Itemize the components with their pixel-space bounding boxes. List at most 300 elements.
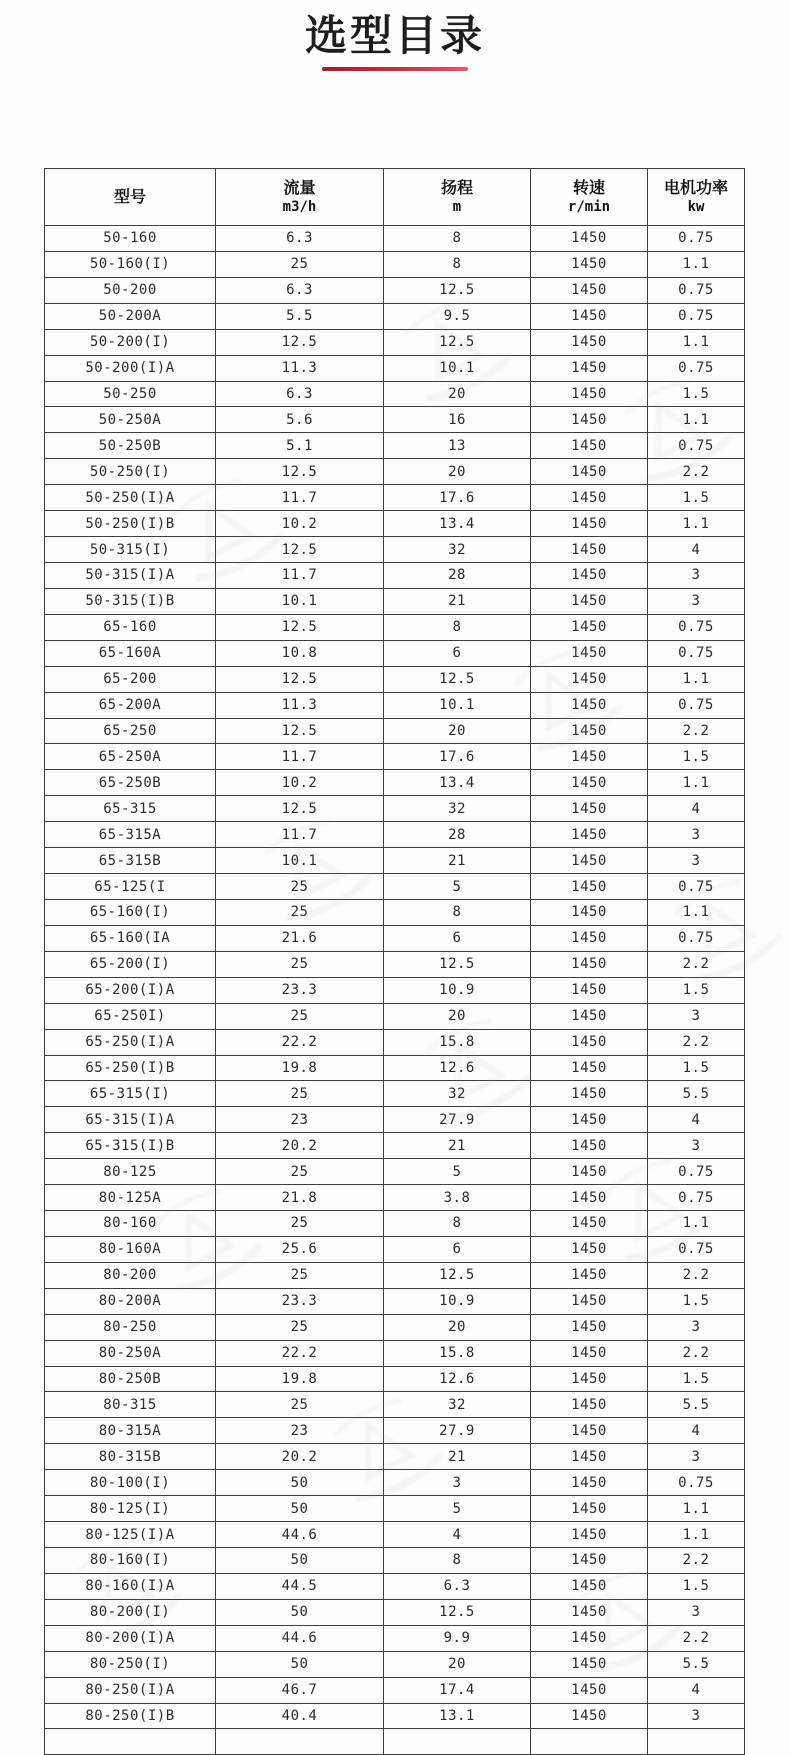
cell-power: 1.1 — [648, 899, 745, 925]
cell-model: 50-315(I)A — [45, 562, 216, 588]
table-row — [45, 1314, 745, 1340]
table-row — [45, 303, 745, 329]
cell-speed: 1450 — [531, 1573, 648, 1599]
cell-flow: 11.7 — [216, 744, 384, 770]
cell-power: 0.75 — [648, 277, 745, 303]
cell-head: 6 — [384, 640, 531, 666]
cell-head: 12.6 — [384, 1055, 531, 1081]
table-row — [45, 770, 745, 796]
cell-model: 80-200(I)A — [45, 1625, 216, 1651]
cell-power: 1.5 — [648, 1573, 745, 1599]
cell-head: 32 — [384, 796, 531, 822]
cell-power: 3 — [648, 1133, 745, 1159]
table-row — [45, 848, 745, 874]
catalog-page — [0, 13, 790, 1733]
cell-power: 0.75 — [648, 1470, 745, 1496]
cell-model: 80-200 — [45, 1262, 216, 1288]
table-row — [45, 1288, 745, 1314]
table-row-partial — [45, 1729, 745, 1755]
cell-model: 65-200 — [45, 666, 216, 692]
cell-head: 12.5 — [384, 1262, 531, 1288]
cell-head: 15.8 — [384, 1340, 531, 1366]
cell-head: 5 — [384, 1496, 531, 1522]
cell-power: 1.1 — [648, 329, 745, 355]
table-row — [45, 899, 745, 925]
cell-power: 5.5 — [648, 1081, 745, 1107]
cell-power: 4 — [648, 1418, 745, 1444]
cell-model — [45, 1729, 216, 1755]
table-row — [45, 226, 745, 252]
table-row — [45, 1029, 745, 1055]
cell-flow: 50 — [216, 1651, 384, 1677]
cell-model: 80-250(I) — [45, 1651, 216, 1677]
cell-head — [384, 1729, 531, 1755]
cell-model: 80-250(I)B — [45, 1703, 216, 1729]
cell-model: 65-315 — [45, 796, 216, 822]
table-row — [45, 640, 745, 666]
cell-speed: 1450 — [531, 459, 648, 485]
table-row — [45, 874, 745, 900]
cell-power: 2.2 — [648, 1625, 745, 1651]
cell-power: 0.75 — [648, 692, 745, 718]
cell-head: 20 — [384, 1003, 531, 1029]
cell-power: 2.2 — [648, 1262, 745, 1288]
cell-flow: 12.5 — [216, 718, 384, 744]
cell-power: 1.5 — [648, 485, 745, 511]
cell-head: 10.9 — [384, 977, 531, 1003]
cell-head: 17.6 — [384, 744, 531, 770]
cell-power: 4 — [648, 1107, 745, 1133]
table-row — [45, 1496, 745, 1522]
cell-head: 8 — [384, 899, 531, 925]
cell-power: 2.2 — [648, 1029, 745, 1055]
cell-power: 0.75 — [648, 614, 745, 640]
cell-power: 0.75 — [648, 1159, 745, 1185]
cell-speed: 1450 — [531, 822, 648, 848]
cell-power: 5.5 — [648, 1392, 745, 1418]
cell-model: 80-160 — [45, 1211, 216, 1237]
cell-flow: 10.8 — [216, 640, 384, 666]
table-row — [45, 1703, 745, 1729]
cell-flow: 25 — [216, 1081, 384, 1107]
cell-power: 4 — [648, 1677, 745, 1703]
cell-head: 5 — [384, 874, 531, 900]
cell-flow: 11.3 — [216, 355, 384, 381]
cell-power: 1.1 — [648, 407, 745, 433]
cell-head: 10.1 — [384, 355, 531, 381]
cell-flow: 44.6 — [216, 1522, 384, 1548]
table-row — [45, 433, 745, 459]
cell-speed: 1450 — [531, 1159, 648, 1185]
cell-head: 12.5 — [384, 666, 531, 692]
cell-model: 65-315A — [45, 822, 216, 848]
cell-head: 12.5 — [384, 951, 531, 977]
cell-power: 1.5 — [648, 381, 745, 407]
cell-head: 17.6 — [384, 485, 531, 511]
cell-model: 65-160A — [45, 640, 216, 666]
table-row — [45, 614, 745, 640]
cell-flow: 22.2 — [216, 1029, 384, 1055]
cell-flow: 5.6 — [216, 407, 384, 433]
cell-head: 32 — [384, 1392, 531, 1418]
cell-speed: 1450 — [531, 1236, 648, 1262]
cell-head: 32 — [384, 1081, 531, 1107]
cell-head: 12.5 — [384, 277, 531, 303]
table-row — [45, 1522, 745, 1548]
cell-flow: 50 — [216, 1599, 384, 1625]
table-row — [45, 1625, 745, 1651]
cell-power: 0.75 — [648, 355, 745, 381]
cell-model: 50-250 — [45, 381, 216, 407]
cell-speed: 1450 — [531, 1185, 648, 1211]
table-row — [45, 744, 745, 770]
cell-model: 50-250(I)B — [45, 511, 216, 537]
cell-speed: 1450 — [531, 1470, 648, 1496]
cell-flow: 5.5 — [216, 303, 384, 329]
cell-flow: 46.7 — [216, 1677, 384, 1703]
cell-head: 16 — [384, 407, 531, 433]
table-row — [45, 1651, 745, 1677]
table-row — [45, 1133, 745, 1159]
cell-flow: 5.1 — [216, 433, 384, 459]
table-row — [45, 1573, 745, 1599]
cell-speed: 1450 — [531, 433, 648, 459]
cell-speed: 1450 — [531, 329, 648, 355]
cell-power: 2.2 — [648, 718, 745, 744]
cell-flow: 23.3 — [216, 977, 384, 1003]
cell-model: 65-160(I) — [45, 899, 216, 925]
cell-model: 80-315B — [45, 1444, 216, 1470]
cell-model: 80-200A — [45, 1288, 216, 1314]
cell-speed: 1450 — [531, 485, 648, 511]
table-row — [45, 1548, 745, 1574]
cell-power: 1.1 — [648, 1211, 745, 1237]
cell-power: 0.75 — [648, 1236, 745, 1262]
cell-head: 28 — [384, 562, 531, 588]
cell-speed: 1450 — [531, 1496, 648, 1522]
cell-speed: 1450 — [531, 1133, 648, 1159]
cell-speed: 1450 — [531, 1003, 648, 1029]
cell-model: 65-250I) — [45, 1003, 216, 1029]
cell-power: 0.75 — [648, 925, 745, 951]
cell-model: 65-200(I) — [45, 951, 216, 977]
table-row — [45, 692, 745, 718]
cell-flow: 25 — [216, 874, 384, 900]
cell-power: 0.75 — [648, 1185, 745, 1211]
cell-model: 50-200(I) — [45, 329, 216, 355]
cell-head: 8 — [384, 251, 531, 277]
cell-power: 1.5 — [648, 1288, 745, 1314]
cell-power: 1.5 — [648, 977, 745, 1003]
cell-speed: 1450 — [531, 1522, 648, 1548]
table-row — [45, 1159, 745, 1185]
cell-head: 8 — [384, 226, 531, 252]
cell-flow: 6.3 — [216, 381, 384, 407]
header-unit: m — [452, 198, 462, 215]
cell-flow: 25 — [216, 1003, 384, 1029]
table-row — [45, 1003, 745, 1029]
table-row — [45, 485, 745, 511]
cell-model: 65-200(I)A — [45, 977, 216, 1003]
cell-model: 65-250B — [45, 770, 216, 796]
table-row — [45, 977, 745, 1003]
cell-speed: 1450 — [531, 1288, 648, 1314]
cell-model: 50-250(I) — [45, 459, 216, 485]
cell-power: 5.5 — [648, 1651, 745, 1677]
cell-head: 6 — [384, 925, 531, 951]
table-row — [45, 1470, 745, 1496]
cell-power: 1.1 — [648, 770, 745, 796]
cell-head: 13.1 — [384, 1703, 531, 1729]
cell-speed: 1450 — [531, 1211, 648, 1237]
cell-head: 21 — [384, 588, 531, 614]
cell-speed: 1450 — [531, 511, 648, 537]
cell-model: 65-160 — [45, 614, 216, 640]
cell-flow: 10.1 — [216, 588, 384, 614]
header-label: 扬程 — [440, 177, 473, 197]
cell-head: 12.5 — [384, 1599, 531, 1625]
cell-head: 20 — [384, 1651, 531, 1677]
cell-speed: 1450 — [531, 614, 648, 640]
cell-speed: 1450 — [531, 1081, 648, 1107]
table-row — [45, 1366, 745, 1392]
header-label: 型号 — [113, 186, 146, 206]
cell-flow: 44.5 — [216, 1573, 384, 1599]
column-header-head — [384, 169, 531, 226]
cell-speed: 1450 — [531, 277, 648, 303]
cell-flow: 10.2 — [216, 770, 384, 796]
cell-model: 80-250(I)A — [45, 1677, 216, 1703]
cell-speed: 1450 — [531, 1262, 648, 1288]
cell-power — [648, 1729, 745, 1755]
cell-flow: 6.3 — [216, 277, 384, 303]
cell-speed: 1450 — [531, 744, 648, 770]
cell-speed: 1450 — [531, 718, 648, 744]
cell-flow: 19.8 — [216, 1366, 384, 1392]
cell-head: 3.8 — [384, 1185, 531, 1211]
cell-power: 3 — [648, 1314, 745, 1340]
title-divider — [322, 67, 468, 71]
table-row — [45, 718, 745, 744]
table-row — [45, 381, 745, 407]
cell-model: 50-160 — [45, 226, 216, 252]
cell-speed: 1450 — [531, 1625, 648, 1651]
cell-model: 65-250(I)B — [45, 1055, 216, 1081]
cell-flow: 23.3 — [216, 1288, 384, 1314]
cell-flow: 50 — [216, 1470, 384, 1496]
table-row — [45, 1418, 745, 1444]
cell-speed: 1450 — [531, 1029, 648, 1055]
cell-model: 50-315(I)B — [45, 588, 216, 614]
table-row — [45, 562, 745, 588]
cell-head: 6.3 — [384, 1573, 531, 1599]
cell-head: 8 — [384, 1548, 531, 1574]
cell-flow: 20.2 — [216, 1444, 384, 1470]
cell-speed: 1450 — [531, 848, 648, 874]
cell-model: 50-160(I) — [45, 251, 216, 277]
cell-power: 1.1 — [648, 251, 745, 277]
cell-head: 10.1 — [384, 692, 531, 718]
cell-flow: 10.1 — [216, 848, 384, 874]
cell-model: 65-125(I — [45, 874, 216, 900]
cell-speed: 1450 — [531, 899, 648, 925]
cell-model: 80-125A — [45, 1185, 216, 1211]
cell-head: 12.5 — [384, 329, 531, 355]
cell-speed: 1450 — [531, 874, 648, 900]
cell-power: 0.75 — [648, 640, 745, 666]
cell-power: 3 — [648, 848, 745, 874]
cell-power: 3 — [648, 1444, 745, 1470]
cell-power: 1.5 — [648, 1366, 745, 1392]
cell-speed: 1450 — [531, 1703, 648, 1729]
cell-model: 80-100(I) — [45, 1470, 216, 1496]
cell-power: 1.1 — [648, 511, 745, 537]
cell-power: 3 — [648, 1703, 745, 1729]
cell-speed: 1450 — [531, 537, 648, 563]
cell-head: 8 — [384, 614, 531, 640]
header-unit: kw — [687, 198, 705, 215]
cell-model: 80-250 — [45, 1314, 216, 1340]
cell-power: 2.2 — [648, 459, 745, 485]
cell-flow: 25 — [216, 1392, 384, 1418]
cell-flow: 23 — [216, 1418, 384, 1444]
cell-model: 65-315(I)A — [45, 1107, 216, 1133]
cell-flow: 22.2 — [216, 1340, 384, 1366]
cell-speed: 1450 — [531, 666, 648, 692]
table-body — [45, 226, 745, 1755]
cell-head: 17.4 — [384, 1677, 531, 1703]
cell-speed: 1450 — [531, 1340, 648, 1366]
cell-power: 1.1 — [648, 1522, 745, 1548]
cell-head: 21 — [384, 1444, 531, 1470]
cell-model: 80-125(I)A — [45, 1522, 216, 1548]
cell-power: 4 — [648, 796, 745, 822]
cell-speed: 1450 — [531, 1392, 648, 1418]
cell-model: 65-160(IA — [45, 925, 216, 951]
cell-flow: 10.2 — [216, 511, 384, 537]
cell-power: 3 — [648, 822, 745, 848]
header-unit: r/min — [567, 198, 611, 215]
table-row — [45, 796, 745, 822]
cell-flow: 25 — [216, 951, 384, 977]
table-row — [45, 251, 745, 277]
cell-speed: 1450 — [531, 640, 648, 666]
cell-flow — [216, 1729, 384, 1755]
cell-speed: 1450 — [531, 1599, 648, 1625]
cell-flow: 25 — [216, 1314, 384, 1340]
page-title: 选型目录 — [304, 11, 485, 60]
cell-head: 9.9 — [384, 1625, 531, 1651]
cell-head: 13 — [384, 433, 531, 459]
table-row — [45, 1677, 745, 1703]
cell-model: 50-250A — [45, 407, 216, 433]
cell-model: 80-315A — [45, 1418, 216, 1444]
cell-speed: 1450 — [531, 1418, 648, 1444]
cell-head: 28 — [384, 822, 531, 848]
cell-power: 0.75 — [648, 433, 745, 459]
cell-head: 20 — [384, 381, 531, 407]
table-row — [45, 1262, 745, 1288]
cell-flow: 25 — [216, 251, 384, 277]
cell-flow: 11.3 — [216, 692, 384, 718]
cell-power: 1.1 — [648, 666, 745, 692]
cell-head: 27.9 — [384, 1107, 531, 1133]
cell-model: 50-250(I)A — [45, 485, 216, 511]
table-row — [45, 329, 745, 355]
cell-model: 65-315(I) — [45, 1081, 216, 1107]
cell-speed: 1450 — [531, 588, 648, 614]
table-row — [45, 1211, 745, 1237]
cell-speed: 1450 — [531, 1314, 648, 1340]
cell-model: 80-125 — [45, 1159, 216, 1185]
cell-flow: 11.7 — [216, 562, 384, 588]
cell-speed: 1450 — [531, 381, 648, 407]
cell-head: 32 — [384, 537, 531, 563]
table-row — [45, 511, 745, 537]
cell-flow: 21.6 — [216, 925, 384, 951]
cell-flow: 19.8 — [216, 1055, 384, 1081]
cell-flow: 23 — [216, 1107, 384, 1133]
cell-head: 15.8 — [384, 1029, 531, 1055]
table-row — [45, 925, 745, 951]
cell-flow: 50 — [216, 1548, 384, 1574]
table-row — [45, 666, 745, 692]
cell-flow: 11.7 — [216, 822, 384, 848]
cell-model: 80-160(I) — [45, 1548, 216, 1574]
cell-head: 13.4 — [384, 511, 531, 537]
cell-power: 3 — [648, 1599, 745, 1625]
cell-model: 65-250 — [45, 718, 216, 744]
cell-model: 80-200(I) — [45, 1599, 216, 1625]
cell-power: 1.5 — [648, 1055, 745, 1081]
cell-power: 2.2 — [648, 1548, 745, 1574]
cell-speed: 1450 — [531, 1548, 648, 1574]
cell-head: 20 — [384, 459, 531, 485]
cell-model: 50-200A — [45, 303, 216, 329]
cell-model: 80-250B — [45, 1366, 216, 1392]
cell-model: 80-160A — [45, 1236, 216, 1262]
cell-flow: 50 — [216, 1496, 384, 1522]
cell-speed: 1450 — [531, 977, 648, 1003]
cell-head: 21 — [384, 848, 531, 874]
table-row — [45, 355, 745, 381]
cell-speed: 1450 — [531, 796, 648, 822]
cell-flow: 12.5 — [216, 537, 384, 563]
cell-flow: 40.4 — [216, 1703, 384, 1729]
header-unit: m3/h — [282, 198, 317, 215]
cell-model: 50-200 — [45, 277, 216, 303]
cell-flow: 20.2 — [216, 1133, 384, 1159]
cell-flow: 12.5 — [216, 666, 384, 692]
cell-power: 2.2 — [648, 1340, 745, 1366]
cell-power: 3 — [648, 562, 745, 588]
table-row — [45, 1392, 745, 1418]
cell-model: 50-315(I) — [45, 537, 216, 563]
selection-catalog-table — [44, 168, 745, 1755]
table-row — [45, 588, 745, 614]
cell-head: 3 — [384, 1470, 531, 1496]
cell-model: 50-250B — [45, 433, 216, 459]
cell-speed: 1450 — [531, 951, 648, 977]
cell-speed: 1450 — [531, 925, 648, 951]
cell-model: 65-200A — [45, 692, 216, 718]
cell-power: 4 — [648, 537, 745, 563]
cell-head: 8 — [384, 1211, 531, 1237]
table-row — [45, 1340, 745, 1366]
cell-head: 13.4 — [384, 770, 531, 796]
header-label: 流量 — [283, 177, 316, 197]
table-row — [45, 1444, 745, 1470]
